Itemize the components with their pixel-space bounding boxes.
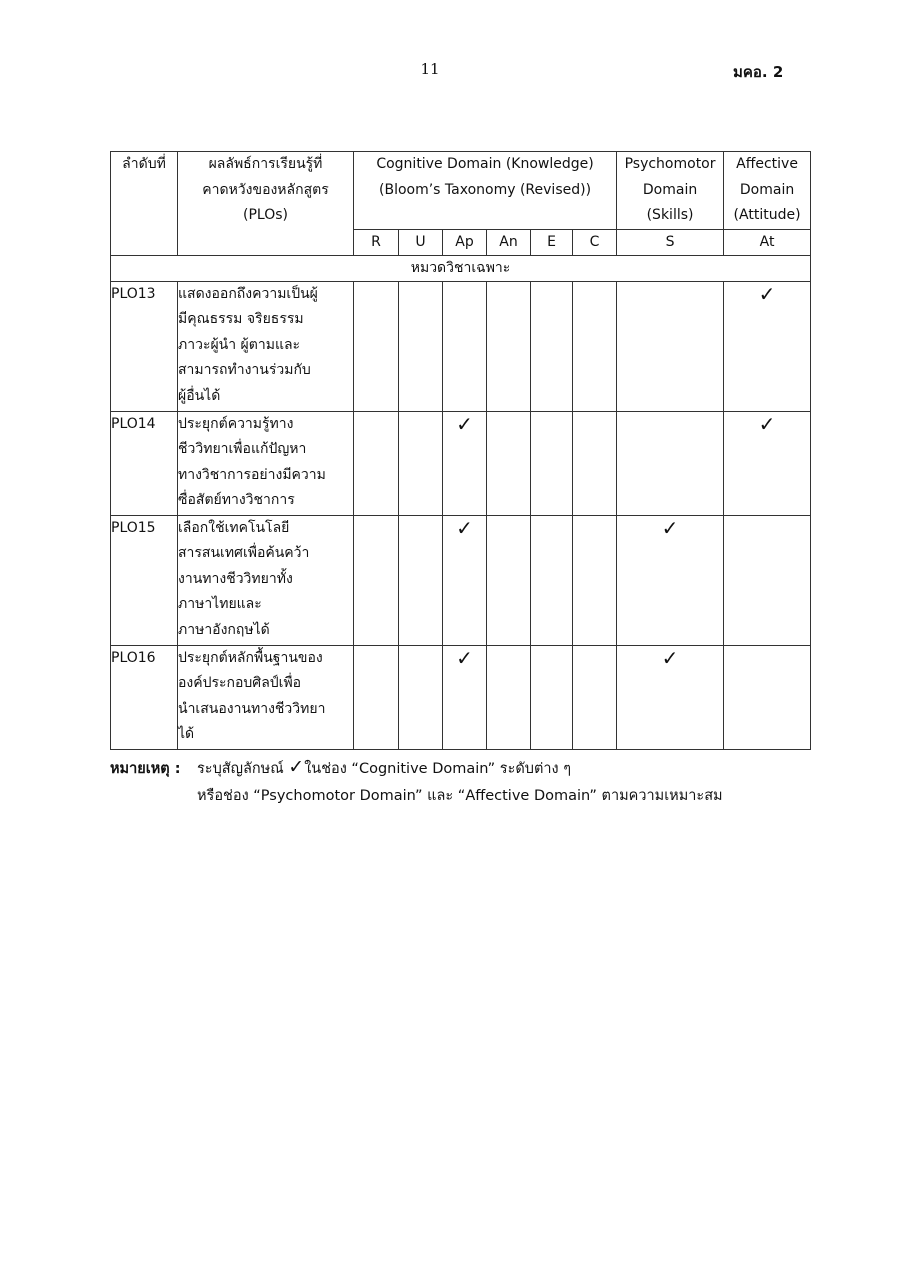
mapping-cell-r bbox=[354, 411, 399, 515]
plo-code: PLO13 bbox=[111, 281, 178, 411]
mapping-cell-s bbox=[617, 411, 724, 515]
header-plo-line: (PLOs) bbox=[243, 207, 288, 223]
plo-description-line: ประยุกต์หลักพื้นฐานของ bbox=[178, 649, 323, 666]
footnote-line-2: หรือช่อง “Psychomotor Domain” และ “Affective Domain” ตามความเหมาะสม bbox=[197, 788, 723, 804]
plo-mapping-table bbox=[110, 151, 811, 750]
table-row bbox=[111, 645, 811, 749]
plo-description bbox=[178, 515, 354, 645]
plo-description bbox=[178, 281, 354, 411]
plo-description-line: นำเสนองานทางชีววิทยา bbox=[178, 700, 326, 717]
header-order-no: ลำดับที่ bbox=[111, 152, 178, 256]
mapping-cell-ap bbox=[443, 411, 487, 515]
plo-description-line: แสดงออกถึงความเป็นผู้ bbox=[178, 285, 318, 302]
mapping-cell-e bbox=[531, 515, 573, 645]
checkmark-icon: ✓ bbox=[456, 411, 473, 436]
subheader-cell: R bbox=[354, 229, 399, 255]
checkmark-icon: ✓ bbox=[758, 281, 776, 306]
plo-description bbox=[178, 645, 354, 749]
mapping-cell-u bbox=[399, 281, 443, 411]
checkmark-icon: ✓ bbox=[456, 645, 473, 670]
header-psychomotor-line: Psychomotor bbox=[624, 156, 716, 172]
mapping-cell-at bbox=[724, 645, 811, 749]
subheader-cell: An bbox=[487, 229, 531, 255]
mapping-cell-u bbox=[399, 645, 443, 749]
subheader-cell: U bbox=[399, 229, 443, 255]
footnote bbox=[110, 754, 723, 810]
plo-description-line: มีคุณธรรม จริยธรรม bbox=[178, 311, 304, 327]
header-psychomotor-domain bbox=[617, 152, 724, 230]
mapping-cell-at bbox=[724, 281, 811, 411]
plo-description-line: ชีววิทยาเพื่อแก้ปัญหา bbox=[178, 441, 307, 457]
header-plo bbox=[178, 152, 354, 256]
plo-description-line: ได้ bbox=[178, 726, 195, 742]
checkmark-icon: ✓ bbox=[758, 411, 776, 436]
header-affective-line: Affective bbox=[736, 156, 798, 172]
plo-code: PLO15 bbox=[111, 515, 178, 645]
mapping-cell-at bbox=[724, 411, 811, 515]
header-affective-line: (Attitude) bbox=[733, 207, 801, 223]
plo-description bbox=[178, 411, 354, 515]
mapping-cell-ap bbox=[443, 645, 487, 749]
header-affective-domain bbox=[724, 152, 811, 230]
mapping-cell-s bbox=[617, 515, 724, 645]
footnote-text-after: ในช่อง “Cognitive Domain” ระดับต่าง ๆ bbox=[304, 761, 572, 777]
plo-description-line: องค์ประกอบศิลป์เพื่อ bbox=[178, 675, 302, 691]
plo-description-line: ภาษาไทยและ bbox=[178, 596, 262, 612]
table-row bbox=[111, 515, 811, 645]
mapping-cell-u bbox=[399, 515, 443, 645]
mapping-cell-s bbox=[617, 645, 724, 749]
plo-code: PLO16 bbox=[111, 645, 178, 749]
mapping-cell-an bbox=[487, 281, 531, 411]
mapping-cell-r bbox=[354, 515, 399, 645]
mapping-cell-e bbox=[531, 645, 573, 749]
checkmark-icon: ✓ bbox=[661, 515, 679, 540]
subheader-cell: C bbox=[573, 229, 617, 255]
checkmark-icon: ✓ bbox=[661, 645, 679, 670]
mapping-cell-s bbox=[617, 281, 724, 411]
header-affective-line: Domain bbox=[739, 181, 795, 198]
checkmark-icon: ✓ bbox=[456, 515, 473, 540]
header-psychomotor-line: (Skills) bbox=[646, 207, 694, 223]
header-psychomotor-line: Domain bbox=[642, 181, 698, 198]
plo-description-line: ภาวะผู้นำ ผู้ตามและ bbox=[178, 336, 301, 353]
plo-description-line: งานทางชีววิทยาทั้ง bbox=[178, 570, 293, 587]
mapping-cell-c bbox=[573, 281, 617, 411]
plo-description-line: ซื่อสัตย์ทางวิชาการ bbox=[178, 492, 295, 508]
mapping-cell-an bbox=[487, 411, 531, 515]
mapping-cell-c bbox=[573, 645, 617, 749]
mapping-cell-e bbox=[531, 411, 573, 515]
header-cognitive-line: (Bloom’s Taxonomy (Revised)) bbox=[379, 181, 592, 198]
mapping-cell-u bbox=[399, 411, 443, 515]
mapping-cell-an bbox=[487, 515, 531, 645]
footnote-label: หมายเหตุ : bbox=[110, 761, 181, 777]
mapping-cell-r bbox=[354, 281, 399, 411]
footnote-text-before: ระบุสัญลักษณ์ bbox=[197, 761, 284, 777]
table-row bbox=[111, 281, 811, 411]
plo-description-line: สารสนเทศเพื่อค้นคว้า bbox=[178, 545, 310, 561]
checkmark-icon: ✓ bbox=[288, 756, 305, 778]
header-plo-line: ผลลัพธ์การเรียนรู้ที่ bbox=[208, 156, 323, 172]
plo-description-line: ทางวิชาการอย่างมีความ bbox=[178, 466, 326, 483]
subheader-cell: At bbox=[724, 229, 811, 255]
mapping-cell-e bbox=[531, 281, 573, 411]
mapping-cell-ap bbox=[443, 281, 487, 411]
document-code: มคอ. 2 bbox=[733, 63, 784, 81]
table-row bbox=[111, 411, 811, 515]
header-plo-line: คาดหวังของหลักสูตร bbox=[202, 181, 329, 198]
header-cognitive-domain bbox=[354, 152, 617, 230]
mapping-cell-an bbox=[487, 645, 531, 749]
plo-description-line: สามารถทำงานร่วมกับ bbox=[178, 362, 311, 378]
page-number: 11 bbox=[420, 60, 440, 78]
category-row: หมวดวิชาเฉพาะ bbox=[111, 255, 811, 281]
subheader-cell: E bbox=[531, 229, 573, 255]
mapping-cell-c bbox=[573, 411, 617, 515]
plo-rows bbox=[111, 281, 811, 749]
plo-description-line: ประยุกต์ความรู้ทาง bbox=[178, 415, 294, 432]
mapping-cell-r bbox=[354, 645, 399, 749]
plo-description-line: ภาษาอังกฤษได้ bbox=[178, 621, 270, 638]
mapping-cell-c bbox=[573, 515, 617, 645]
header-cognitive-line: Cognitive Domain (Knowledge) bbox=[376, 156, 594, 172]
plo-code: PLO14 bbox=[111, 411, 178, 515]
subheader-cell: Ap bbox=[443, 229, 487, 255]
mapping-cell-ap bbox=[443, 515, 487, 645]
footnote-line-1 bbox=[110, 754, 723, 783]
mapping-cell-at bbox=[724, 515, 811, 645]
plo-description-line: ผู้อื่นได้ bbox=[178, 387, 221, 404]
plo-description-line: เลือกใช้เทคโนโลยี bbox=[178, 519, 290, 536]
subheader-cell: S bbox=[617, 229, 724, 255]
